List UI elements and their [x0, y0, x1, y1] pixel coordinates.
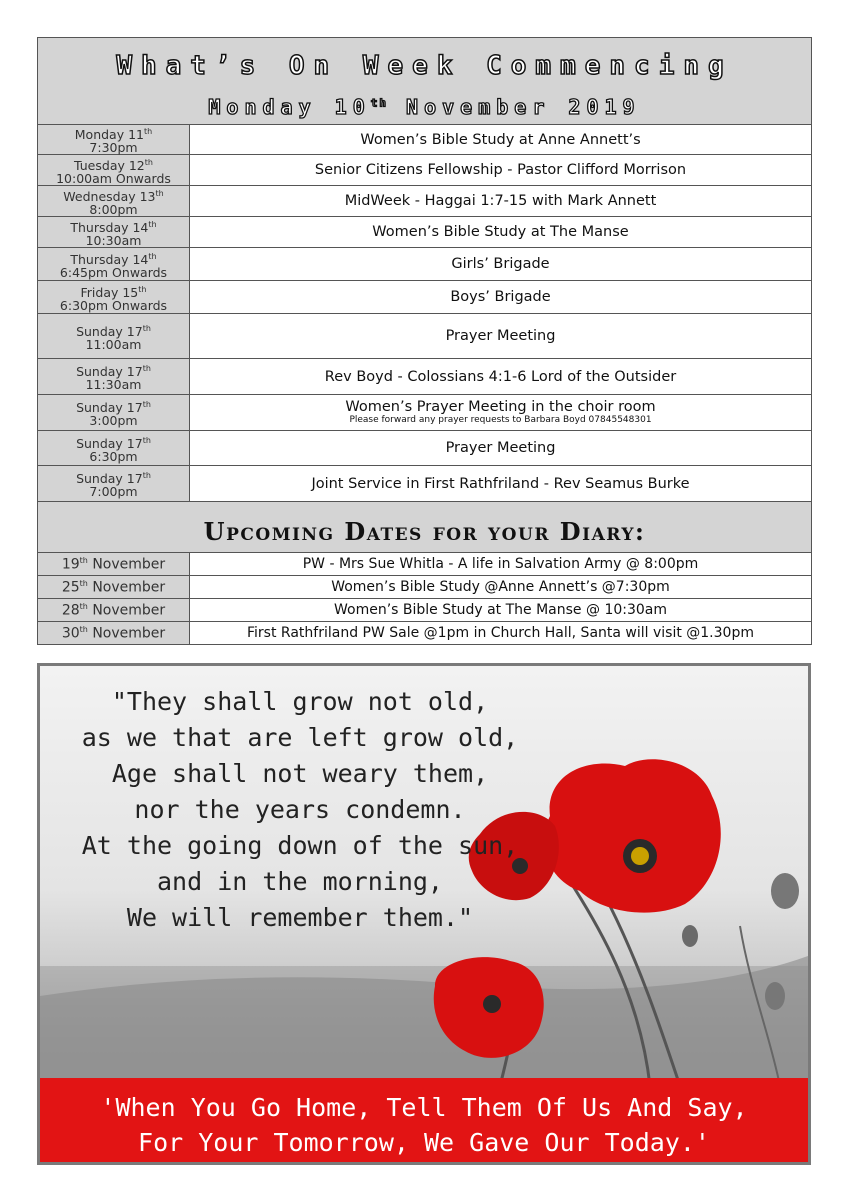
schedule-day: Sunday 17th — [76, 400, 151, 416]
schedule-time: 11:30am — [85, 377, 142, 393]
whats-on-sheet — [37, 37, 811, 645]
poem-line: and in the morning, — [157, 867, 443, 896]
banner-line: For Your Tomorrow, We Gave Our Today.' — [138, 1128, 710, 1157]
header-banner — [38, 38, 812, 125]
schedule-day-time — [38, 248, 190, 281]
schedule-event: MidWeek - Haggai 1:7-15 with Mark Annett — [344, 193, 657, 210]
poem-line: Age shall not weary them, — [111, 759, 489, 788]
upcoming-row — [38, 622, 812, 645]
schedule-event-cell — [190, 395, 812, 431]
upcoming-date: 25th November — [38, 576, 190, 599]
schedule-event: Senior Citizens Fellowship - Pastor Clifford Morrison — [314, 162, 687, 179]
schedule-day-time — [38, 431, 190, 466]
upcoming-event: First Rathfriland PW Sale @1pm in Church Hall, Santa will visit @1.30pm — [190, 622, 812, 645]
schedule-row — [38, 359, 812, 395]
schedule-event-cell — [190, 217, 812, 248]
schedule-time: 3:00pm — [89, 413, 138, 429]
schedule-day-time — [38, 395, 190, 431]
upcoming-event: Women’s Bible Study at The Manse @ 10:30am — [190, 599, 812, 622]
upcoming-date: 19th November — [38, 553, 190, 576]
upcoming-date: 30th November — [38, 622, 190, 645]
schedule-day-time — [38, 155, 190, 186]
schedule-day: Sunday 17th — [76, 323, 151, 339]
remembrance-banner — [40, 1078, 808, 1162]
upcoming-event: PW - Mrs Sue Whitla - A life in Salvation Army @ 8:00pm — [190, 553, 812, 576]
poem-line: nor the years condemn. — [134, 795, 466, 824]
upcoming-row — [38, 553, 812, 576]
schedule-row — [38, 466, 812, 502]
schedule-row — [38, 155, 812, 186]
schedule-day: Sunday 17th — [76, 364, 151, 380]
schedule-event-cell — [190, 431, 812, 466]
schedule-event: Boys’ Brigade — [450, 289, 551, 306]
schedule-event: Girls’ Brigade — [451, 256, 550, 273]
upcoming-title: Upcoming Dates for your Diary: — [203, 516, 646, 546]
schedule-day: Monday 11th — [74, 127, 153, 143]
schedule-note: Please forward any prayer requests to Barbara Boyd 07845548301 — [349, 415, 652, 426]
schedule-event: Joint Service in First Rathfriland - Rev Seamus Burke — [311, 475, 690, 492]
schedule-time: 11:00am — [85, 336, 142, 352]
schedule-time: 7:30pm — [89, 140, 138, 156]
schedule-event: Prayer Meeting — [445, 440, 556, 457]
schedule-event-cell — [190, 466, 812, 502]
schedule-time: 6:30pm Onwards — [59, 297, 168, 313]
schedule-row — [38, 217, 812, 248]
schedule-day: Sunday 17th — [76, 435, 151, 451]
schedule-day: Friday 15th — [80, 284, 147, 300]
schedule-event-cell — [190, 186, 812, 217]
schedule-event: Prayer Meeting — [445, 328, 556, 345]
schedule-time: 10:30am — [85, 232, 142, 248]
poem-line: We will remember them." — [126, 903, 474, 932]
schedule-time: 6:30pm — [89, 448, 138, 464]
schedule-row — [38, 431, 812, 466]
schedule-day-time — [38, 314, 190, 359]
poem-line: At the going down of the sun, — [81, 831, 519, 860]
schedule-table — [37, 37, 812, 645]
schedule-time: 10:00am Onwards — [56, 170, 171, 186]
upcoming-row — [38, 599, 812, 622]
upcoming-row — [38, 576, 812, 599]
schedule-event-cell — [190, 314, 812, 359]
poem-line: as we that are left grow old, — [81, 723, 519, 752]
schedule-day: Tuesday 12th — [74, 157, 153, 173]
upcoming-event: Women’s Bible Study @Anne Annett’s @7:30pm — [190, 576, 812, 599]
schedule-day-time — [38, 466, 190, 502]
schedule-time: 6:45pm Onwards — [59, 264, 168, 280]
schedule-row — [38, 281, 812, 314]
schedule-day-time — [38, 125, 190, 155]
schedule-time: 7:00pm — [89, 484, 138, 500]
schedule-time: 8:00pm — [89, 201, 138, 217]
schedule-day: Sunday 17th — [76, 471, 151, 487]
remembrance-poster — [37, 663, 811, 1165]
remembrance-poem — [40, 684, 560, 936]
schedule-event-cell — [190, 359, 812, 395]
banner-quote — [40, 1090, 808, 1160]
upcoming-header — [38, 502, 812, 553]
schedule-row — [38, 248, 812, 281]
schedule-event-cell — [190, 248, 812, 281]
poem-line: "They shall grow not old, — [111, 687, 489, 716]
schedule-row — [38, 125, 812, 155]
schedule-row — [38, 314, 812, 359]
schedule-event: Rev Boyd - Colossians 4:1-6 Lord of the Outsider — [324, 368, 677, 385]
schedule-day-time — [38, 217, 190, 248]
schedule-day-time — [38, 281, 190, 314]
header-date: Monday 10th November 2019 — [208, 95, 641, 119]
schedule-event-cell — [190, 281, 812, 314]
poppy-flower-large — [544, 759, 721, 912]
schedule-day: Wednesday 13th — [63, 188, 164, 204]
banner-line: 'When You Go Home, Tell Them Of Us And Say, — [100, 1093, 748, 1122]
schedule-event: Women’s Prayer Meeting in the choir room — [345, 399, 656, 416]
schedule-event-cell — [190, 125, 812, 155]
schedule-event: Women’s Bible Study at The Manse — [372, 224, 629, 241]
schedule-day: Thursday 14th — [70, 219, 157, 235]
schedule-day-time — [38, 186, 190, 217]
schedule-day: Thursday 14th — [70, 251, 157, 267]
schedule-row — [38, 395, 812, 431]
upcoming-date: 28th November — [38, 599, 190, 622]
schedule-row — [38, 186, 812, 217]
schedule-day-time — [38, 359, 190, 395]
schedule-event-cell — [190, 155, 812, 186]
schedule-event: Women’s Bible Study at Anne Annett’s — [360, 131, 641, 148]
header-title: What’s On Week Commencing — [116, 51, 733, 81]
